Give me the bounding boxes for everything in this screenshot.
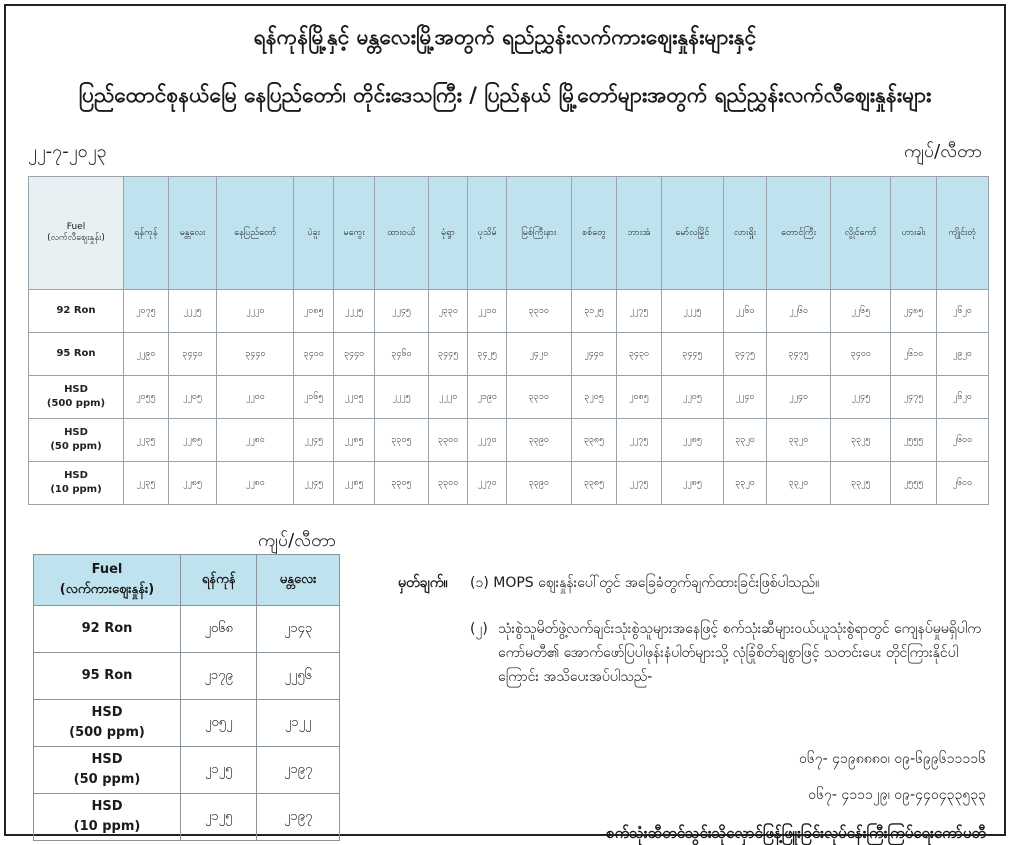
fuel-type-line: HSD (91, 752, 123, 767)
price-cell: ၂၂၂၅ (168, 290, 216, 333)
fuel-type-label (29, 290, 124, 333)
price-cell: ၂၂၉၀ (124, 333, 169, 376)
retail-row (29, 333, 989, 376)
fuel-type-label (29, 376, 124, 419)
price-cell: ၂၂၄၀ (724, 376, 766, 419)
wholesale-price-table (33, 554, 340, 841)
city-header: ရန်ကုန် (124, 177, 169, 290)
price-cell: ၂၂၀၅ (334, 376, 375, 419)
notice-frame (4, 4, 1006, 842)
committee-signature: စက်သုံးဆီတင်သွင်းသိုလှောင်ဖြန့်ဖြူးခြင်းလုပ်ငန်းကြီးကြပ်ရေးကော်မတီ (606, 824, 986, 842)
city-header: ပဲခူး (294, 177, 334, 290)
price-cell: ၂၁၆၅ (294, 376, 334, 419)
price-cell: ၂၂၆၅ (831, 290, 891, 333)
phone-line-2: ၀၆၇- ၄၁၁၁၂၉၊ ၀၉-၄၄၀၄၃၃၅၃၃ (808, 787, 986, 803)
phone-line-1: ၀၆၇- ၄၁၉၈၈၈၀၊ ၀၉-၆၉၉၆၁၁၁၁၆ (799, 751, 986, 767)
city-header: မော်လမြိုင် (661, 177, 724, 290)
fuel-type-line: HSD (64, 470, 88, 481)
retail-row (29, 290, 989, 333)
wholesale-header-row (34, 555, 340, 606)
price-cell: ၂၄၇၅ (891, 376, 937, 419)
price-cell: ၃၂၀၅ (571, 376, 617, 419)
price-cell: ၂၂၄၅ (294, 419, 334, 462)
city-header: မြစ်ကြီးနား (506, 177, 571, 290)
price-cell: ၂၁၄၃ (257, 606, 340, 653)
city-header: ပုသိမ် (468, 177, 507, 290)
price-cell: ၂၂၈၅ (661, 462, 724, 505)
price-cell: ၂၂၈၅ (334, 419, 375, 462)
note-2-number: (၂) (470, 621, 488, 637)
city-header: မန္တလေး (257, 555, 340, 606)
price-cell: ၂၀၆၈ (181, 606, 257, 653)
price-cell: ၂၂၈၅ (661, 419, 724, 462)
fuel-type-line: (500 ppm) (46, 398, 106, 409)
price-cell: ၃၃၀၅ (375, 419, 429, 462)
city-header: မန္တလေး (168, 177, 216, 290)
retail-fuel-header-en: Fuel (66, 221, 86, 232)
city-header: ရန်ကုန် (181, 555, 257, 606)
retail-row (29, 419, 989, 462)
note-1-number: (၁) (470, 575, 489, 591)
price-cell: ၂၂၂၀ (428, 376, 468, 419)
price-cell: ၂၂၄၀ (766, 376, 831, 419)
price-cell: ၃၄၀၀ (294, 333, 334, 376)
price-cell: ၂၂၈၅ (334, 462, 375, 505)
fuel-type-label (29, 419, 124, 462)
wholesale-row (34, 653, 340, 700)
price-cell: ၂၉၂၀ (936, 333, 988, 376)
price-cell: ၂၁၇၉ (181, 653, 257, 700)
price-cell: ၃၃၁၀ (506, 376, 571, 419)
price-cell: ၂၀၅၅ (124, 376, 169, 419)
fuel-type-label (34, 700, 181, 747)
retail-fuel-header-mm: (လက်လီဈေးနှုန်း) (47, 232, 105, 243)
price-cell: ၃၄၇၅ (766, 333, 831, 376)
price-cell: ၃၃၂၀ (766, 419, 831, 462)
price-cell: ၃၃၂၅ (831, 462, 891, 505)
price-cell: ၂၁၉၇ (257, 794, 340, 841)
price-cell: ၂၆၀၀ (936, 419, 988, 462)
note-2 (470, 617, 990, 689)
fuel-type-line: 92 Ron (81, 621, 133, 636)
fuel-type-label (34, 794, 181, 841)
price-cell: ၂၂၈၅ (168, 419, 216, 462)
price-cell: ၂၂၅၆ (257, 653, 340, 700)
price-cell: ၂၅၅၅ (891, 419, 937, 462)
price-cell: ၃၁၂၅ (571, 290, 617, 333)
price-cell: ၂၁၉၇ (257, 747, 340, 794)
price-cell: ၂၀၈၅ (617, 376, 661, 419)
price-cell: ၂၁၉၀ (468, 376, 507, 419)
price-cell: ၃၃၀၅ (375, 462, 429, 505)
city-header: ဘားအံ (617, 177, 661, 290)
retail-header-row (29, 177, 989, 290)
price-cell: ၃၃၉၀ (506, 419, 571, 462)
price-cell: ၂၄၄၀ (571, 333, 617, 376)
fuel-type-line: HSD (64, 427, 88, 438)
wholesale-fuel-header-mm: (လက်ကားဈေးနှုန်း) (59, 582, 155, 597)
price-cell: ၂၂၇၀ (468, 419, 507, 462)
wholesale-fuel-header (34, 555, 181, 606)
price-cell: ၂၂၄၅ (831, 376, 891, 419)
fuel-type-line: 95 Ron (56, 348, 96, 359)
price-cell: ၂၀၇၅ (124, 290, 169, 333)
price-cell: ၂၂၈၅ (168, 462, 216, 505)
wholesale-row (34, 606, 340, 653)
note-1-text: MOPS ဈေးနှုန်းပေါ်တွင် အခြေခံတွက်ချက်ထားခြင်းဖြစ်ပါသည်။ (493, 575, 820, 591)
price-cell: ၂၀၈၅ (294, 290, 334, 333)
fuel-type-label (29, 462, 124, 505)
price-cell: ၂၆၀၀ (936, 462, 988, 505)
price-cell: ၂၂၄၅ (375, 290, 429, 333)
price-cell: ၃၄၀၀ (831, 333, 891, 376)
price-cell: ၂၁၂၅ (181, 747, 257, 794)
price-cell: ၂၂၂၀ (217, 290, 294, 333)
price-cell: ၃၃၀၀ (428, 419, 468, 462)
fuel-type-line: HSD (64, 384, 88, 395)
city-header: ဟားခါး (891, 177, 937, 290)
retail-row (29, 376, 989, 419)
fuel-type-line: 92 Ron (56, 305, 96, 316)
city-header: မကွေး (334, 177, 375, 290)
fuel-type-line: HSD (91, 799, 123, 814)
city-header: လားရှိုး (724, 177, 766, 290)
price-cell: ၂၂၀၅ (168, 376, 216, 419)
price-cell: ၂၆၂၀ (936, 376, 988, 419)
price-cell: ၂၂၇၀ (468, 462, 507, 505)
retail-price-table (28, 176, 989, 505)
price-cell: ၂၆၁၀ (891, 333, 937, 376)
city-header: နေပြည်တော် (217, 177, 294, 290)
price-cell: ၃၄၄၅ (661, 333, 724, 376)
fuel-type-line: (50 ppm) (50, 441, 102, 452)
city-header: ကျိုင်းတုံ (936, 177, 988, 290)
price-cell: ၂၀၅၂ (181, 700, 257, 747)
wholesale-row (34, 747, 340, 794)
price-cell: ၂၃၃၀ (428, 290, 468, 333)
price-cell: ၃၄၄၀ (334, 333, 375, 376)
price-cell: ၃၄၂၅ (468, 333, 507, 376)
fuel-type-label (29, 333, 124, 376)
city-header: လွိုင်ကော် (831, 177, 891, 290)
price-cell: ၂၂၂၅ (375, 376, 429, 419)
notice-date: ၂၂-၇-၂၀၂၃ (28, 141, 107, 162)
price-cell: ၂၂၁၀ (468, 290, 507, 333)
wholesale-table-body (34, 606, 340, 841)
price-cell: ၂၂၆၀ (766, 290, 831, 333)
price-cell: ၂၂၈၀ (217, 419, 294, 462)
price-cell: ၃၃၈၅ (571, 419, 617, 462)
price-cell: ၃၄၃၀ (617, 333, 661, 376)
price-cell: ၂၄၂၀ (506, 333, 571, 376)
fuel-type-line: (500 ppm) (69, 725, 145, 740)
note-2-text: သုံးစွဲသူမိတ်ဖွဲ့လက်ချင်းသုံးစွဲသူများအနေဖြင့် စက်သုံးဆီများဝယ်ယူသုံးစွဲရာတွင် ကျေနပ်မှုမရှိပါက ကော်မတီ၏ အောက်ဖော်ပြပါဖုန်းနံပါတ်များသို့ လုံခြုံစိတ်ချစွာဖြင့် သတင်းပေး တိုင်ကြားနိုင်ပါကြောင်း အသိပေးအပ်ပါသည်- (498, 621, 981, 685)
city-header: စစ်တွေ (571, 177, 617, 290)
wholesale-fuel-header-en: Fuel (91, 562, 123, 577)
city-header: တောင်ကြီး (766, 177, 831, 290)
price-cell: ၂၂၇၅ (617, 462, 661, 505)
price-cell: ၂၂၃၅ (124, 462, 169, 505)
price-cell: ၃၄၄၀ (168, 333, 216, 376)
price-cell: ၂၂၀၀ (217, 376, 294, 419)
price-cell: ၃၃၂၀ (724, 462, 766, 505)
price-cell: ၃၄၇၅ (724, 333, 766, 376)
price-cell: ၂၂၈၀ (217, 462, 294, 505)
price-cell: ၂၂၀၅ (661, 376, 724, 419)
price-cell: ၂၂၄၅ (294, 462, 334, 505)
fuel-type-label (34, 653, 181, 700)
wholesale-unit-label: ကျပ်/လီတာ (258, 530, 337, 551)
price-cell: ၃၃၂၀ (766, 462, 831, 505)
price-cell: ၂၂၂၅ (661, 290, 724, 333)
fuel-type-label (34, 747, 181, 794)
price-cell: ၃၃၉၀ (506, 462, 571, 505)
retail-table-body (29, 290, 989, 505)
note-1 (470, 571, 819, 595)
title-line-2: ပြည်ထောင်စုနယ်မြေ နေပြည်တော်၊ တိုင်းဒေသကြီး / ပြည်နယ် မြို့တော်များအတွက် ရည်ညွှန်းလက်လီဈေးနှုန်းများ (78, 83, 932, 107)
retail-fuel-header (29, 177, 124, 290)
price-cell: ၂၆၂၀ (936, 290, 988, 333)
city-header: ထားဝယ် (375, 177, 429, 290)
price-cell: ၂၄၈၅ (891, 290, 937, 333)
notes-label: မှတ်ချက်။ (398, 575, 448, 591)
price-cell: ၃၄၄၀ (217, 333, 294, 376)
fuel-type-line: (10 ppm) (73, 819, 141, 834)
price-cell: ၃၃၈၅ (571, 462, 617, 505)
fuel-type-line: 95 Ron (81, 668, 133, 683)
price-cell: ၃၄၆၀ (375, 333, 429, 376)
price-cell: ၃၃၀၀ (428, 462, 468, 505)
price-cell: ၂၂၂၅ (334, 290, 375, 333)
retail-row (29, 462, 989, 505)
price-cell: ၃၃၁၀ (506, 290, 571, 333)
price-cell: ၃၃၂၅ (831, 419, 891, 462)
fuel-type-line: HSD (91, 705, 123, 720)
price-cell: ၂၁၂၅ (181, 794, 257, 841)
price-cell: ၂၂၇၅ (617, 419, 661, 462)
price-cell: ၃၃၂၀ (724, 419, 766, 462)
price-cell: ၂၂၇၅ (617, 290, 661, 333)
price-cell: ၂၂၃၅ (124, 419, 169, 462)
price-cell: ၂၂၆၀ (724, 290, 766, 333)
retail-unit-label: ကျပ်/လီတာ (903, 141, 982, 162)
city-header: မုံရွာ (428, 177, 468, 290)
price-cell: ၂၁၂၂ (257, 700, 340, 747)
wholesale-row (34, 700, 340, 747)
fuel-type-label (34, 606, 181, 653)
price-cell: ၃၄၄၅ (428, 333, 468, 376)
fuel-type-line: (50 ppm) (73, 772, 141, 787)
price-cell: ၂၅၅၅ (891, 462, 937, 505)
fuel-type-line: (10 ppm) (50, 484, 102, 495)
wholesale-row (34, 794, 340, 841)
title-line-1: ရန်ကုန်မြို့နှင့် မန္တလေးမြို့အတွက် ရည်ညွှန်းလက်ကားဈေးနှုန်းများနှင့် (253, 25, 757, 49)
